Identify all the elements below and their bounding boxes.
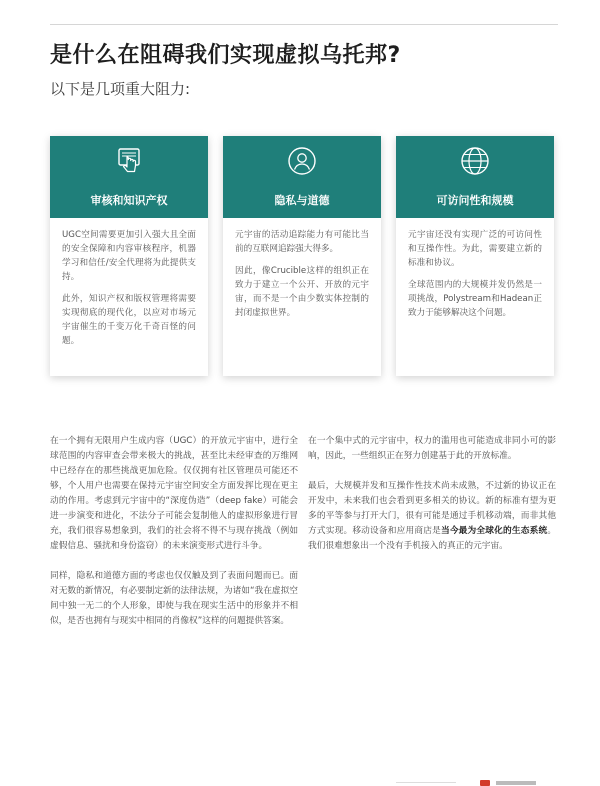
- card-title: 审核和知识产权: [90, 194, 168, 207]
- card-paragraph: 元宇宙还没有实现广泛的可访问性和互操作性。为此，需要建立新的标准和协议。: [408, 230, 542, 268]
- card-header: [50, 136, 208, 218]
- card-body: [223, 218, 381, 320]
- body-text: 。我们很难想象出一个没有手机接入的真正的元宇宙。: [308, 526, 557, 551]
- emphasis-text: 当今最为全球化的生态系统: [440, 526, 548, 536]
- body-column-left: [50, 434, 298, 644]
- body-paragraph: [308, 479, 556, 554]
- globe-icon: [460, 146, 490, 176]
- touch-screen-icon: [114, 146, 144, 176]
- card-header: [396, 136, 554, 218]
- user-icon: [287, 146, 317, 176]
- body-column-right: [308, 434, 556, 569]
- card-header: [223, 136, 381, 218]
- card-accessibility-scale: [396, 136, 554, 376]
- card-moderation-ip: [50, 136, 208, 376]
- body-paragraph: 同样，隐私和道德方面的考虑也仅仅触及到了表面问题而已。面对无数的新情况，有必要制定新的法律法规，为诸如“我在虚拟空间中独一无二的个人形象，即使与我在现实生活中的形象并不相似，是否也拥有与现实中相同的肖像权”这样的问题提供答案。: [50, 571, 298, 626]
- footer-logo-fragment: [396, 780, 556, 786]
- body-paragraph: 在一个拥有无限用户生成内容（UGC）的开放元宇宙中，进行全球范围的内容审查会带来极大的挑战，甚至比未经审查的万维网中已经存在的那些挑战更加危险。仅仅拥有社区管理员可能还不够，个人用户也需要在保持元宇宙空间安全方面发挥比现在更主动的作用。考虑到元宇宙中的“深度伪造”（deep fake）可能会进一步演变和进化，不法分子可能会复制他人的虚拟形象进行冒充，我们很容易想象到，我们的社会将不得不与现存挑战（例如虚假信息、骚扰和身份盗窃）的未来演变形式进行斗争。: [50, 436, 298, 551]
- card-paragraph: 因此，像Crucible这样的组织正在致力于建立一个公开、开放的元宇宙，而不是一个由少数实体控制的封闭虚拟世界。: [235, 266, 369, 318]
- card-paragraph: UGC空间需要更加引入强大且全面的安全保障和内容审核程序，机器学习和信任/安全代理将为此提供支持。: [62, 230, 196, 282]
- card-title: 可访问性和规模: [436, 194, 514, 207]
- card-paragraph: 此外，知识产权和版权管理将需要实现彻底的现代化，以应对市场元宇宙催生的千变万化千奇百怪的问题。: [62, 294, 196, 346]
- body-text: 最后，大规模并发和互操作性技术尚未成熟，不过新的协议正在开发中，未来我们也会看到更多相关的协议。新的标准有望为更多的平等参与打开大门，很有可能是通过手机移动端，而非其他方式实现。移动设备和应用商店是: [308, 481, 556, 536]
- page-subtitle: 以下是几项重大阻力:: [50, 80, 191, 98]
- card-privacy-ethics: [223, 136, 381, 376]
- card-paragraph: 元宇宙的活动追踪能力有可能比当前的互联网追踪强大得多。: [235, 230, 369, 254]
- card-body: [50, 218, 208, 348]
- body-paragraph: 在一个集中式的元宇宙中，权力的滥用也可能造成非同小可的影响，因此，一些组织正在努力创建基于此的开放标准。: [308, 436, 556, 461]
- card-title: 隐私与道德: [274, 194, 330, 207]
- page-title: 是什么在阻碍我们实现虚拟乌托邦?: [50, 43, 401, 68]
- card-body: [396, 218, 554, 320]
- card-paragraph: 全球范围内的大规模并发仍然是一项挑战，Polystream和Hadean正致力于能够解决这个问题。: [408, 280, 542, 318]
- top-divider: [50, 24, 558, 25]
